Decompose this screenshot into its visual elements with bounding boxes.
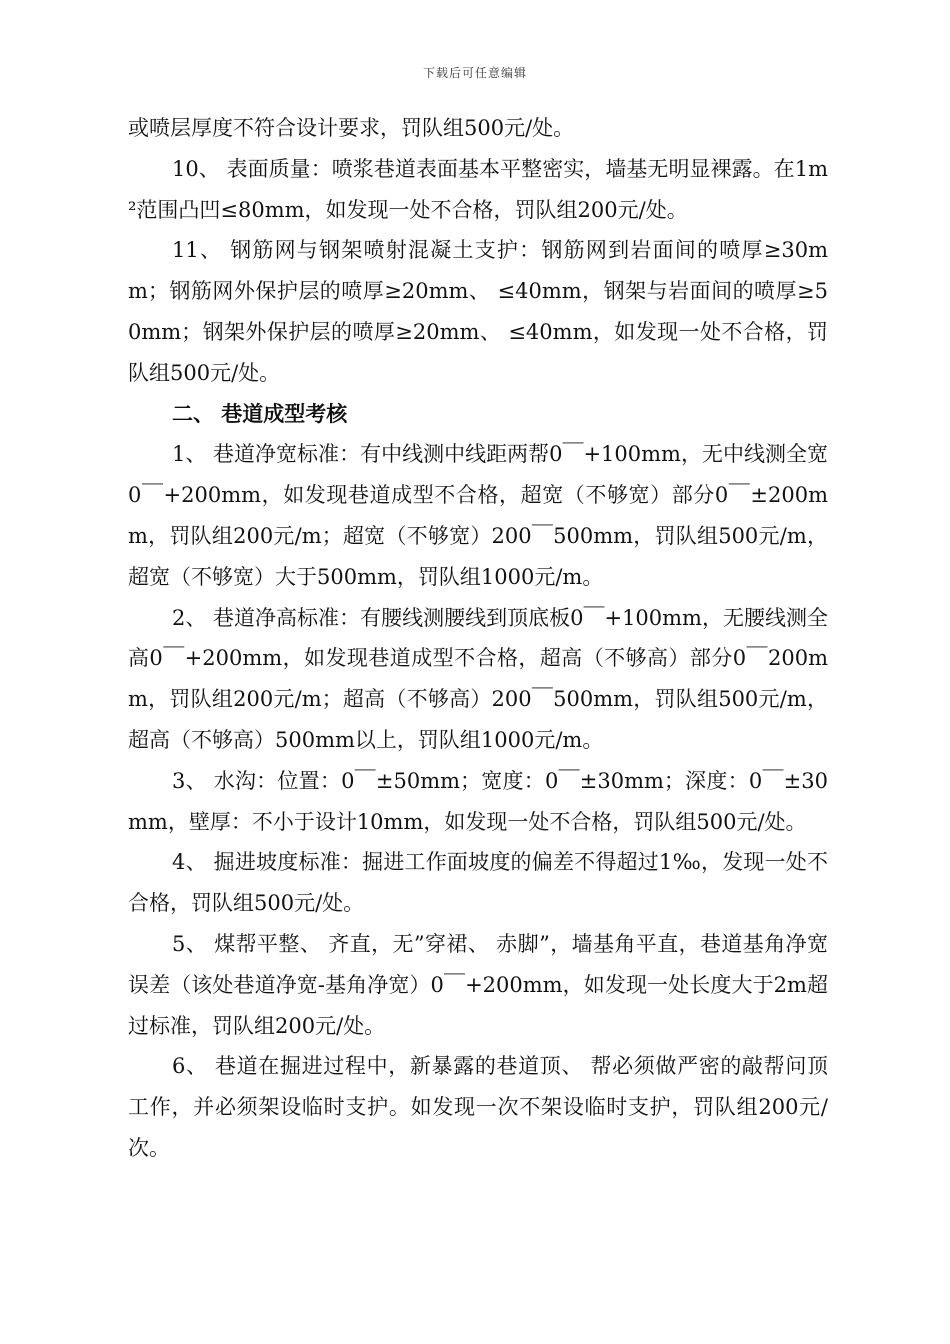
paragraph-item-4: 4、 掘进坡度标准：掘进工作面坡度的偏差不得超过1‰，发现一处不合格，罚队组500元/处。 [128,850,828,916]
section-heading: 二、 巷道成型考核 [172,401,348,426]
paragraph-item-6: 6、 巷道在掘进过程中，新暴露的巷道顶、 帮必须做严密的敲帮问顶工作，并必须架设临时支护。如发现一次不架设临时支护，罚队组200元/次。 [128,1054,828,1160]
paragraph-item-11: 11、 钢筋网与钢架喷射混凝土支护：钢筋网到岩面间的喷厚≥30mm；钢筋网外保护层的喷厚≥20mm、 ≤40mm，钢架与岩面间的喷厚≥50mm；钢架外保护层的喷厚≥20mm、 ≤40mm，如发现一处不合格，罚队组500元/处。 [128,238,828,385]
paragraph-item-10: 10、 表面质量：喷浆巷道表面基本平整密实，墙基无明显裸露。在1m²范围凸凹≤80mm，如发现一处不合格，罚队组200元/处。 [128,156,828,222]
paragraph-item-5: 5、 煤帮平整、 齐直，无”穿裙、 赤脚”，墙基角平直，巷道基角净宽误差（该处巷道净宽-基角净宽）0￣+200mm，如发现一处长度大于2m超过标准，罚队组200元/处。 [128,931,828,1038]
paragraph-continuation: 或喷层厚度不符合设计要求，罚队组500元/处。 [128,116,575,140]
paragraph-item-1: 1、 巷道净宽标准：有中线测中线距两帮0￣+100mm，无中线测全宽0￣+200mm，如发现巷道成型不合格，超宽（不够宽）部分0￣±200mm，罚队组200元/m；超宽（不够宽）200￣500mm，罚队组500元/m，超宽（不够宽）大于500mm，罚队组1000元/m。 [128,442,828,589]
paragraph-item-3: 3、 水沟：位置：0￣±50mm；宽度：0￣±30mm；深度：0￣±30mm，壁厚：不小于设计10mm，如发现一处不合格，罚队组500元/处。 [128,768,828,834]
paragraph-item-2: 2、 巷道净高标准：有腰线测腰线到顶底板0￣+100mm，无腰线测全高0￣+200mm，如发现巷道成型不合格，超高（不够高）部分0￣200mm，罚队组200元/m；超高（不够高）200￣500mm，罚队组500元/m，超高（不够高）500mm以上，罚队组1000元/m。 [128,605,828,752]
document-body [128,108,828,1169]
page-header: 下载后可任意编辑 [422,66,527,80]
